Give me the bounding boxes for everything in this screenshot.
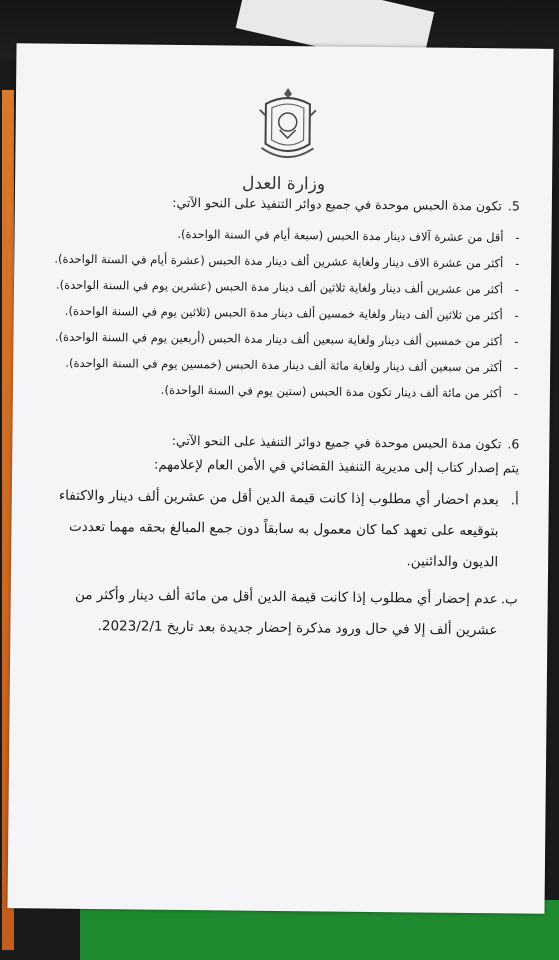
list-item: - أكثر من خمسين ألف دينار ولغاية سبعين ألف دينار مدة الحبس (أربعين يوم في السنة الواحدة). (54, 329, 519, 349)
list-item: - أقل من عشرة آلاف دينار مدة الحبس (سبعة أيام في السنة الواحدة). (177, 226, 520, 245)
letterhead (15, 83, 553, 209)
section-5-list (35, 221, 522, 405)
section-5-heading (37, 191, 522, 216)
coat-of-arms-icon (257, 86, 318, 165)
section-number: 5. (507, 198, 520, 214)
section-6-intro: يتم إصدار كتاب إلى مديرية التنفيذ القضائي في الأمن العام لإعلامهم: (153, 457, 520, 477)
list-item: - أكثر من سبعين ألف دينار ولغاية مائة ألف دينار مدة الحبس (خمسين يوم في السنة الواحدة). (65, 355, 519, 375)
list-item: - أكثر من ثلاثين ألف دينار ولغاية خمسين ألف دينار مدة الحبس (ثلاثين يوم في السنة الواحدة). (64, 303, 519, 323)
list-item: - أكثر من مائة ألف دينار تكون مدة الحبس (ستين يوم في السنة الواحدة). (160, 382, 518, 401)
document-body (32, 191, 522, 652)
section-title: تكون مدة الحبس موحدة في جميع دوائر التنفيذ على النحو الآتي: (172, 194, 503, 214)
section-number: 6. (507, 436, 520, 452)
list-item: - أكثر من عشرة الاف دينار ولغاية عشرين ألف دينار مدة الحبس (عشرة أيام في السنة الواحدة). (54, 251, 520, 271)
section-title: تكون مدة الحبس موحدة في جميع دوائر التنفيذ على النحو الآتي: (171, 432, 502, 452)
ministry-name: وزارة العدل (241, 173, 326, 195)
section-6 (32, 428, 519, 646)
document-page (7, 43, 553, 914)
sub-item-a: أ. بعدم احضار أي مطلوب إذا كانت قيمة الدين أقل من عشرين ألف دينار والاكتفاء بتوقيعه على تعهد كما كان معمول به سابقاً دون جمع المبالغ بحقه مهما تعددت الديون والدائنين. (58, 487, 519, 571)
list-item: - أكثر من عشرين ألف دينار ولغاية ثلاثين ألف دينار مدة الحبس (عشرين يوم في السنة الواحدة). (55, 277, 520, 297)
sub-item-b: ب. عدم إحضار أي مطلوب إذا كانت قيمة الدين أقل من مائة ألف دينار وأكثر من عشرين ألف إلا في حال ورود مذكرة إحضار جديدة بعد تاريخ 2023/2/1. (74, 586, 518, 639)
